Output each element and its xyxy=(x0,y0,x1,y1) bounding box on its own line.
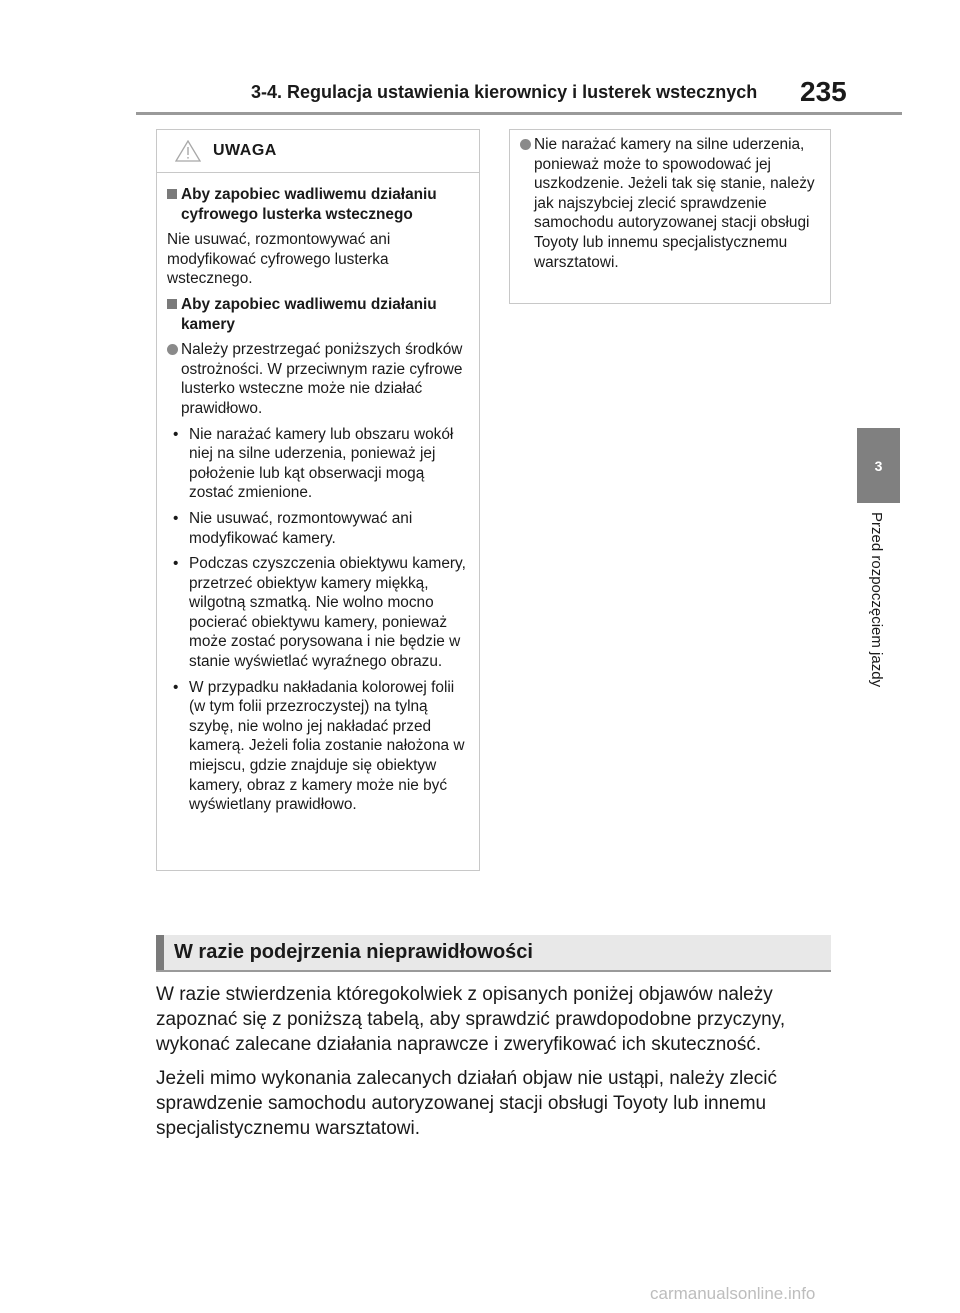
warning-title: UWAGA xyxy=(213,142,277,159)
chapter-number: 3 xyxy=(874,457,883,474)
body-paragraph: W razie stwierdzenia któregokolwiek z opisanych poniżej objawów należy zapoznać się z poniższą tabelą, aby sprawdzić prawdopodobne przyczyny, wykonać zalecane działania naprawcze i zweryfikować ich skuteczność. xyxy=(156,984,786,1055)
heading-accent-bar xyxy=(156,935,164,970)
body-paragraph: Jeżeli mimo wykonania zalecanych działań objaw nie ustąpi, należy zlecić sprawdzenie samochodu autoryzowanej stacji obsługi Toyoty lub innemu specjalistycznemu warsztatowi. xyxy=(156,1068,777,1139)
warning-continued-box xyxy=(509,129,831,304)
chapter-tab[interactable] xyxy=(857,428,900,503)
bullet-dot-icon: • xyxy=(173,425,179,443)
section-heading xyxy=(156,935,831,972)
warning-heading-mirror: Aby zapobiec wadliwemu działaniu cyfrowego lusterka wstecznego xyxy=(167,185,471,224)
list-item: • Nie usuwać, rozmontowywać ani modyfikować kamery. xyxy=(173,509,413,547)
warning-heading-camera: Aby zapobiec wadliwemu działaniu kamery xyxy=(167,295,471,334)
section-title: 3-4. Regulacja ustawienia kierownicy i lusterek wstecznych xyxy=(251,82,758,102)
section-body xyxy=(156,982,846,1150)
watermark: carmanualsonline.info xyxy=(650,1284,816,1303)
bullet-dot-icon: • xyxy=(173,509,179,527)
warning-paragraph: Nie usuwać, rozmontowywać ani modyfikować cyfrowego lusterka wstecznego. xyxy=(167,231,391,288)
warning-box xyxy=(156,129,480,871)
list-item: • Podczas czyszczenia obiektywu kamery, przetrzeć obiektyw kamery miękką, wilgotną szmatką. Nie wolno mocno pocierać obiektywu kamery, ponieważ może zostać porysowana i nie będzie w stanie wyświetlać wyraźnego obrazu. xyxy=(173,555,466,671)
list-item: • W przypadku nakładania kolorowej folii (w tym folii przezroczystej) na tylną szybę, nie wolno jej nakładać przed kamerą. Jeżeli folia zostanie nałożona w miejscu, gdzie znajduje się obiektyw kamery, obraz z kamery może nie być wyświetlany prawidłowo. xyxy=(173,678,465,814)
warning-dot-item: Nie narażać kamery na silne uderzenia, ponieważ może to spowodować jej uszkodzenie. Jeżeli tak się stanie, należy jak najszybciej zlecić sprawdzenie samochodu autoryzowanej stacji obsługi Toyoty lub innemu specjalistycznemu warsztatowi. xyxy=(520,135,822,272)
chapter-title: Przed rozpoczęciem jazdy xyxy=(868,512,885,688)
warning-dot-item: Należy przestrzegać poniższych środków ostrożności. W przeciwnym razie cyfrowe lusterko wsteczne może nie działać prawidłowo. xyxy=(167,340,471,418)
circle-bullet-icon xyxy=(167,344,178,355)
section-heading-text: W razie podejrzenia nieprawidłowości xyxy=(174,941,533,963)
bullet-dot-icon: • xyxy=(173,678,179,696)
square-bullet-icon xyxy=(167,189,177,199)
warning-triangle-icon xyxy=(175,140,201,162)
warning-header xyxy=(157,130,479,173)
square-bullet-icon xyxy=(167,299,177,309)
header-divider xyxy=(136,112,902,115)
bullet-dot-icon: • xyxy=(173,555,179,573)
list-item: • Nie narażać kamery lub obszaru wokół niej na silne uderzenia, ponieważ jej położenie lub kąt obserwacji mogą zostać zmienione. xyxy=(173,425,454,502)
page-number: 235 xyxy=(800,76,847,107)
circle-bullet-icon xyxy=(520,139,531,150)
